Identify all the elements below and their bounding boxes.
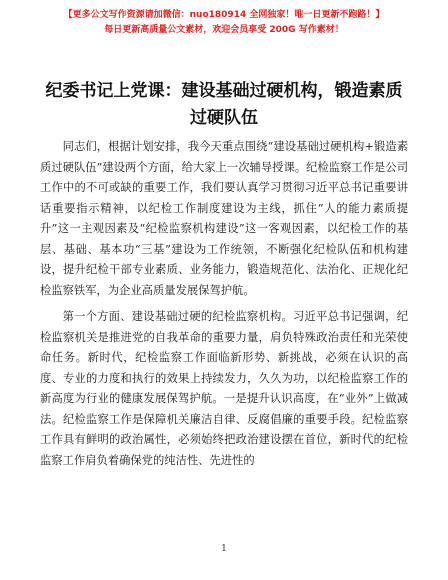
document-title: 纪委书记上党课：建设基础过硬机构，锻造素质过硬队伍: [45, 81, 403, 128]
page-number: 1: [221, 544, 227, 554]
promo-banner: [0, 8, 448, 38]
promo-banner-line-2: 每日更新高质量公文素材，欢迎会员享受 200G 写作素材！: [104, 25, 344, 35]
promo-banner-line-1: 【更多公文写作资源请加微信：nuo180914 全网独家！唯一日更新不跑路！】: [63, 10, 385, 20]
paragraph-section-one: 第一个方面、建设基础过硬的纪检监察机构。习近平总书记强调，纪检监察机关是推进党的自我革命的重要力量，肩负特殊政治责任和光荣使命任务。新时代，纪检监察工作面临新形势、新挑战，必须在认识的高度、专业的力度和执行的效果上持续发力，久久为功，以纪检监察工作的新高度为行业的健康发展保驾护航。一是提升认识高度，在“业外”上做减法。纪检监察工作是保障机关廉洁自律、反腐倡廉的重要手段。纪检监察工作具有鲜明的政治属性，必须始终把政治建设摆在首位，新时代的纪检监察工作肩负着确保党的纯洁性、先进性的: [40, 310, 408, 467]
paragraph-intro: 同志们，根据计划安排，我今天重点围绕“建设基础过硬机构+锻造素质过硬队伍”建设两个方面，给大家上一次辅导授课。纪检监察工作是公司工作中的不可或缺的重要工作，我们要认真学习贯彻习近平总书记重要讲话重要指示精神，以纪检工作制度建设为主线，抓住“人的能力素质提升”这一主观因素及“纪检监察机构建设”这一客观因素，以纪检工作的基层、基础、基本功“三基”建设为工作统领，不断强化纪检队伍和机构建设，提升纪检干部专业素质、业务能力，锻造规范化、法治化、正规化纪检监察铁军，为企业高质量发展保驾护航。: [40, 140, 408, 297]
document-body: [40, 137, 408, 477]
